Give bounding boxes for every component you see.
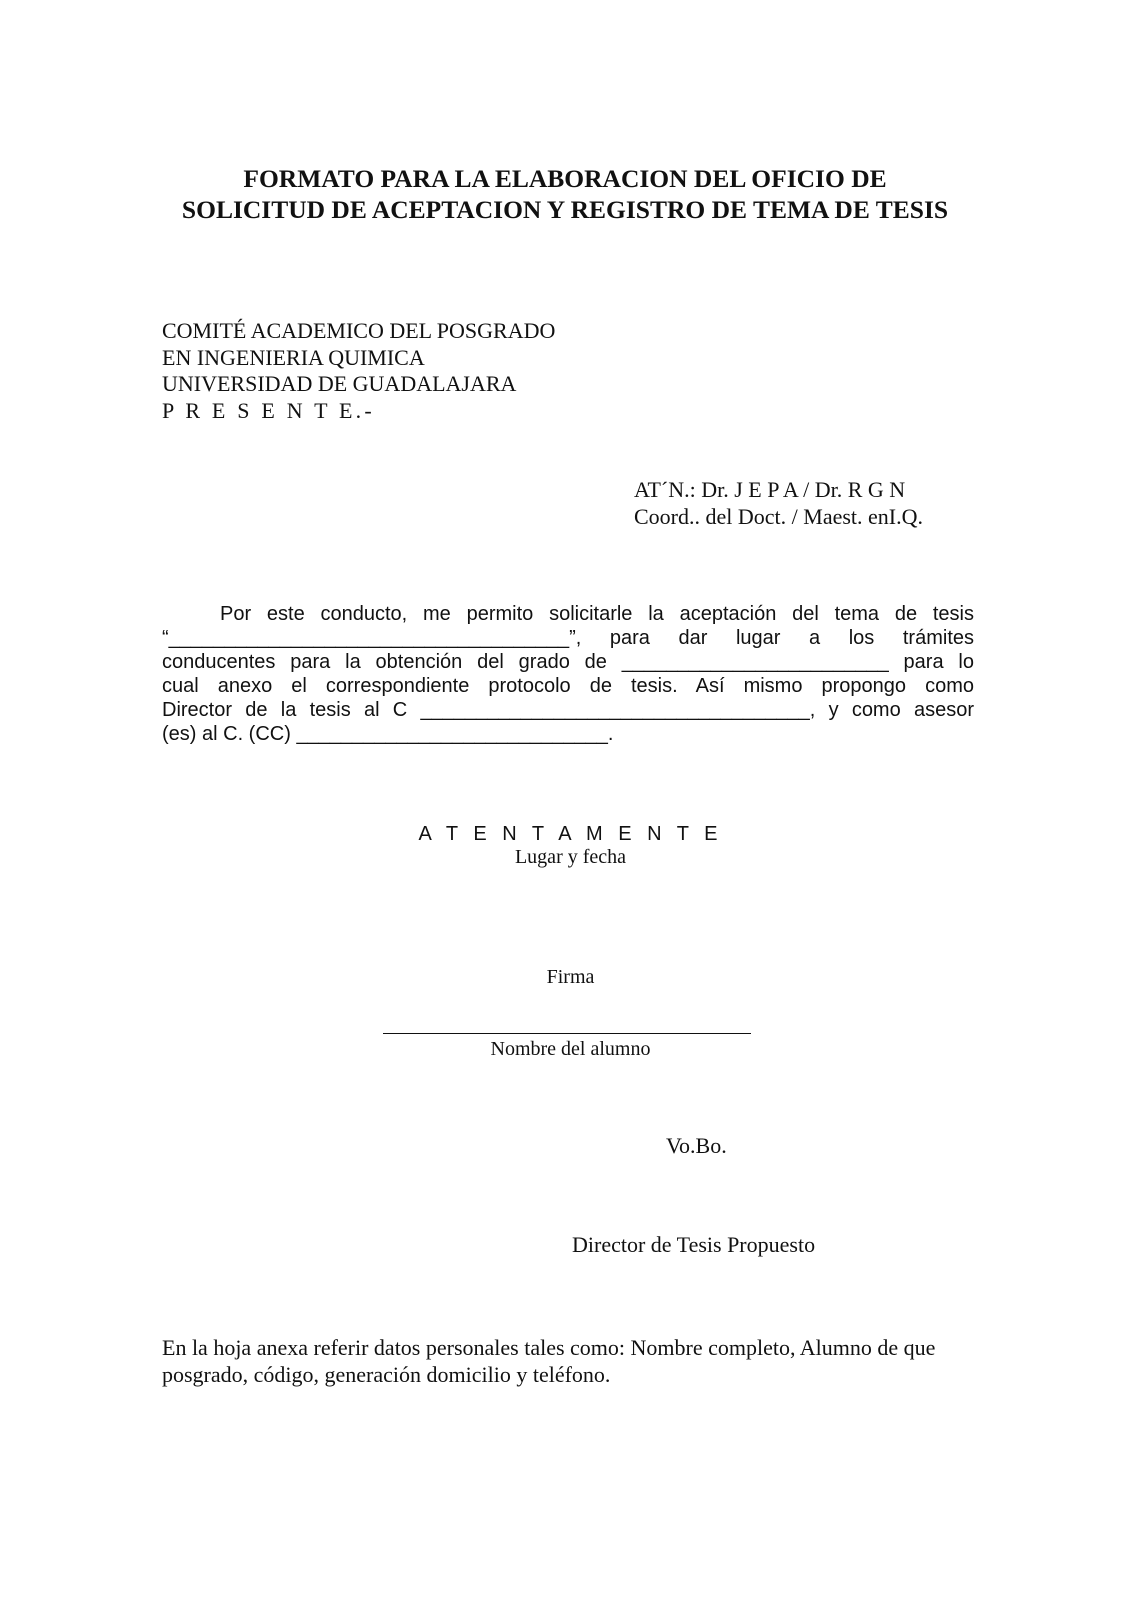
recipient-line-3: UNIVERSIDAD DE GUADALAJARA [162,371,517,396]
title-line-2: SOLICITUD DE ACEPTACION Y REGISTRO DE TEMA DE TESIS [181,195,949,224]
signature-line [383,1033,751,1034]
paragraph-line-6: (es) al C. (CC) ____________________________. [162,723,614,745]
paragraph-line-1: Por este conducto, me permito solicitarle la aceptación del tema de tesis [220,603,974,625]
title-line-1: FORMATO PARA LA ELABORACION DEL OFICIO DE [243,164,887,193]
recipient-line-1: COMITÉ ACADEMICO DEL POSGRADO [162,318,556,343]
recipient-line-2: EN INGENIERIA QUIMICA [162,344,425,370]
attention-line-2: Coord.. del Doct. / Maest. enI.Q. [634,504,923,529]
paragraph-line-2: “____________________________________”, para dar lugar a los trámites [162,627,974,649]
recipient-presente: P R E S E N T E.- [162,397,375,423]
paragraph-line-3: conducentes para la obtención del grado de ________________________ para lo [162,651,974,673]
footer-note [162,1334,935,1388]
closing-atentamente: A T E N T A M E N T E [418,823,723,845]
footer-line-2: posgrado, código, generación domicilio y teléfono. [162,1362,611,1387]
proposed-director-label: Director de Tesis Propuesto [572,1232,816,1257]
attention-line-1: AT´N.: Dr. J E P A / Dr. R G N [634,477,906,502]
student-name-label: Nombre del alumno [490,1038,651,1060]
signature-label: Firma [546,966,595,988]
footer-line-1: En la hoja anexa referir datos personales tales como: Nombre completo, Alumno de que [162,1335,936,1360]
request-paragraph [162,602,974,746]
approval-label: Vo.Bo. [666,1133,727,1158]
paragraph-line-5: Director de la tesis al C ___________________________________, y como asesor [162,699,974,721]
recipient-block [162,318,555,424]
paragraph-line-4: cual anexo el correspondiente protocolo de tesis. Así mismo propongo como [162,675,974,697]
closing-place-date: Lugar y fecha [514,846,627,868]
attention-block [634,476,923,530]
document-title [150,163,980,225]
